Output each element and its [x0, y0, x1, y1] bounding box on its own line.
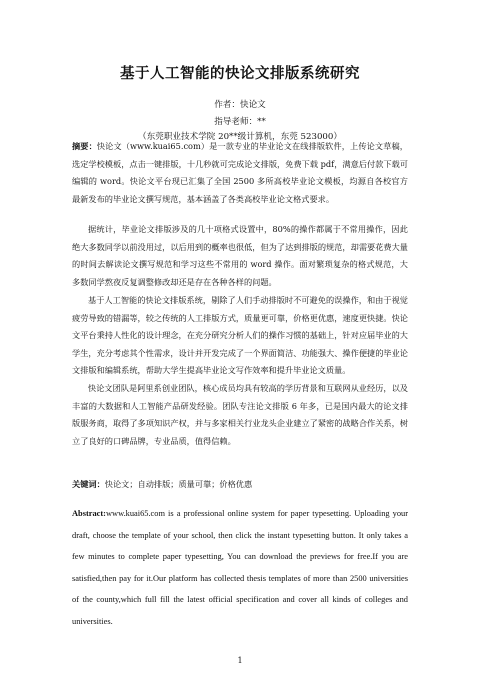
- keywords-line: [72, 476, 408, 494]
- keywords-text: 快论文；自动排版；质量可靠；价格优惠: [104, 479, 253, 489]
- body-paragraph-2: 基于人工智能的快论文排版系统，剔除了人们手动排版时不可避免的误操作，和由于视觉疲劳导致的错漏等，较之传统的人工排版方式，质量更可靠，价格更优惠，速度更快捷。快论文平台秉持人性化的设计理念，在充分研究分析人们的操作习惯的基础上，针对应届毕业的大学生，充分考虑其个性需求，设计并开发完成了一个界面简洁、功能强大、操作便捷的毕业论文排版和编辑系统，帮助大学生提高毕业论文写作效率和提升毕业论文质量。: [72, 295, 408, 376]
- english-abstract-text: www.kuai65.com is a professional online system for paper typesetting. Uploading your draft, choose the template of your school, then click the instant typesetting button. It only takes a few minutes to complete paper typesetting, You can download the previews for free.If you are satisfied,then pay for it.Our platform has collected thesis templates of more than 2500 universities of the county,which full fill the latest official specification and cover all kinds of colleges and universities.: [72, 509, 408, 626]
- author-line: 作者：快论文: [214, 100, 266, 110]
- abstract-text: 快论文（www.kuai65.com）是一款专业的毕业论文在线排版软件，上传论文草稿，选定学校模板，点击一键排版，十几秒就可完成论文排版，免费下载 pdf，满意后付款下载可编辑的 word。快论文平台现已汇集了全国 2500 多所高校毕业论文模板，均源自各校官方最新发布的毕业论文撰写规范，基本涵盖了各类高校毕业论文格式要求。: [72, 141, 408, 204]
- page-number: 1: [237, 656, 243, 665]
- body-paragraph-3: 快论文团队是阿里系创业团队，核心成员均具有较高的学历背景和互联网从业经历，以及丰富的大数据和人工智能产品研发经验。团队专注论文排版 6 年多，已是国内最大的论文排版服务商，取得了多项知识产权，并与多家相关行业龙头企业建立了紧密的战略合作关系，树立了良好的口碑品牌，专业品质，值得信赖。: [72, 383, 408, 446]
- english-abstract: [72, 503, 408, 633]
- affiliation-line: （东莞职业技术学院 20**级计算机，东莞 523000）: [138, 132, 342, 142]
- document-title: 基于人工智能的快论文排版系统研究: [120, 66, 360, 82]
- keywords-label: 关键词：: [72, 479, 105, 489]
- english-abstract-label: Abstract:: [72, 509, 106, 518]
- advisor-line: 指导老师：**: [214, 117, 266, 127]
- abstract-paragraph: [72, 138, 408, 208]
- abstract-label: 摘要：: [72, 141, 97, 151]
- body-paragraph-1: 据统计，毕业论文排版涉及的几十项格式设置中，80%的操作都属于不常用操作，因此绝大多数同学以前没用过，以后用到的概率也很低，但为了达到排版的规范，却需要花费大量的时间去解读论文撰写规范和学习这些不常用的 word 操作。面对繁琐复杂的格式规范，大多数同学熬夜反复调整修改却还是存在各种各样的问题。: [72, 224, 408, 287]
